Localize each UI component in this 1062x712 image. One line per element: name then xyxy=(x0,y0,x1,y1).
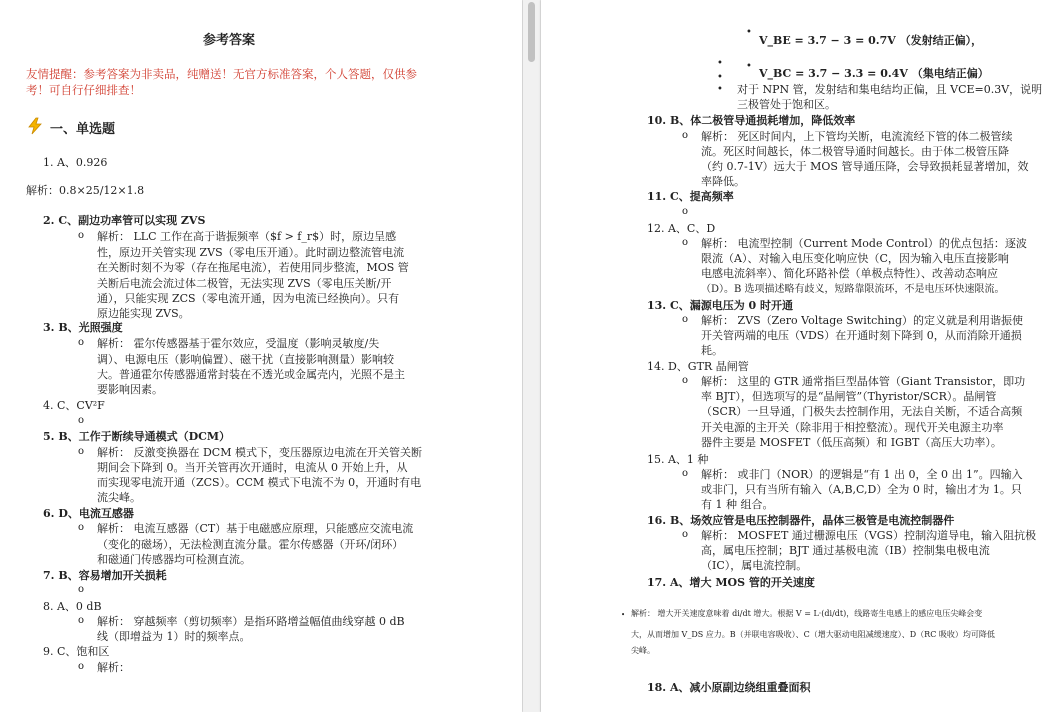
answer-q13: 13. C、漏源电压为 0 时开通 xyxy=(647,299,794,312)
answer-q12: 12. A、C、D xyxy=(647,222,716,235)
exp-q15-line: 或非门，只有当所有输入（A,B,C,D）全为 0 时，输出才为 1。只 xyxy=(701,483,1022,496)
explanation-q1: 解析：0.8×25/12×1.8 xyxy=(26,184,145,197)
exp-q10-line: 率降低。 xyxy=(701,175,745,188)
exp-q2-line: 关断后电流会流过体二极管，无法实现 ZVS（零电压关断/开 xyxy=(97,277,392,290)
answer-q18: 18. A、减小原副边绕组重叠面积 xyxy=(647,681,811,694)
exp-q6-line: 和磁通门传感器均可检测直流。 xyxy=(97,553,251,566)
bullet: o xyxy=(78,584,85,595)
bullet: o xyxy=(78,337,85,348)
exp-q15-line: 有 1 种 组合。 xyxy=(701,498,774,511)
exp-q2-line: 解析： LLC 工作在高于谐振频率（$f > f_r$）时，原边呈感 xyxy=(97,230,397,243)
exp-q5-line: 而实现零电流开通（ZCS）。CCM 模式下电流不为 0，开通时有电 xyxy=(97,476,422,489)
exp-q12-line: 电感电流斜率）、简化环路补偿（单极点特性）、改善动态响应 xyxy=(701,267,998,280)
exp-q13-line: 解析： ZVS（Zero Voltage Switching）的定义就是利用谐振使 xyxy=(701,314,1024,327)
bullet: o xyxy=(682,529,689,540)
exp-q2-line: 通），只能实现 ZCS（零电流开通，因为电流已经换向）。只有 xyxy=(97,292,400,305)
exp-q15-line: 解析： 或非门（NOR）的逻辑是“有 1 出 0，全 0 出 1”。四输入 xyxy=(701,468,1023,481)
bullet: • xyxy=(717,58,723,69)
answer-q10: 10. B、体二极管导通损耗增加，降低效率 xyxy=(647,114,856,127)
bullet: o xyxy=(682,375,689,386)
exp-q5-line: 解析： 反激变换器在 DCM 模式下，变压器原边电流在开关管关断 xyxy=(97,446,422,459)
exp-q10-line: （约 0.7-1V）远大于 MOS 管导通压降，会导致损耗显著增加，效 xyxy=(701,160,1029,173)
exp-q14-line: 器件主要是 MOSFET（低压高频）和 IGBT（高压大功率）。 xyxy=(701,436,1002,449)
exp-q2-line: 在关断时刻不为零（存在拖尾电流），若使用同步整流，MOS 管 xyxy=(97,261,409,274)
answer-q3: 3. B、光照强度 xyxy=(43,321,123,334)
exp-q12-line: 限流（A）、对输入电压变化响应快（C，因为输入电压直接影响 xyxy=(701,252,1009,265)
page-title: 参考答案 xyxy=(203,33,256,48)
answer-q16: 16. B、场效应管是电压控制器件，晶体三极管是电流控制器件 xyxy=(647,514,955,527)
exp-q14-line: 开关电源的主开关（除非用于相控整流）。现代开关电源主功率 xyxy=(701,421,1004,434)
exp-q13-line: 开关管两端的电压（VDS）在开通时刻下降到 0，从而消除开通损 xyxy=(701,329,1022,342)
exp-q6-line: （变化的磁场），无法检测直流分量。霍尔传感器（开环/闭环） xyxy=(97,538,404,551)
exp-q5-line: 流尖峰。 xyxy=(97,491,141,504)
npn-line: 对于 NPN 管，发射结和集电结均正偏，且 VCE=0.3V，说明 xyxy=(737,83,1043,96)
bullet: o xyxy=(682,130,689,141)
exp-q8-line: 线（即增益为 1）时的频率点。 xyxy=(97,630,251,643)
bullet: • xyxy=(717,84,723,95)
bullet: o xyxy=(78,446,85,457)
answer-q2: 2. C、副边功率管可以实现 ZVS xyxy=(43,214,206,227)
document-page-right xyxy=(541,0,1062,712)
bullet: o xyxy=(78,415,85,426)
bullet: • xyxy=(717,72,723,83)
exp-q5-line: 期间会下降到 0。当开关管再次开通时，电流从 0 开始上升，从 xyxy=(97,461,408,474)
answer-q1: 1. A、0.926 xyxy=(43,156,108,169)
exp-q3-line: 大。普通霍尔传感器通常封装在不透光或金属壳内，光照不是主 xyxy=(97,368,405,381)
warning-line-2: 考！可自行仔细排查！ xyxy=(26,83,141,97)
formula-vbe: V_BE = 3.7 − 3 = 0.7V （发射结正偏）， xyxy=(759,34,983,47)
warning-line-1: 友情提醒：参考答案为非卖品，纯赠送！无官方标准答案，个人答题，仅供参 xyxy=(26,67,417,81)
document-page-left xyxy=(0,0,522,712)
exp-q10-line: 流。死区时间越长，体二极管导通时间越长。由于体二极管压降 xyxy=(701,145,1009,158)
bullet: o xyxy=(682,206,689,217)
exp-q16-line: 解析： MOSFET 通过栅源电压（VGS）控制沟道导电，输入阻抗极 xyxy=(701,529,1037,542)
answer-q14: 14. D、GTR 晶闸管 xyxy=(647,360,749,373)
bullet: o xyxy=(682,468,689,479)
bullet: o xyxy=(78,661,85,672)
exp-q16-line: 高，属电压控制；BJT 通过基极电流（IB）控制集电极电流 xyxy=(701,544,990,557)
exp-q12-line: 解析： 电流型控制（Current Mode Control）的优点包括：逐波 xyxy=(701,237,1027,250)
exp-q3-line: 解析： 霍尔传感器基于霍尔效应，受温度（影响灵敏度/失 xyxy=(97,337,380,350)
bullet: o xyxy=(682,314,689,325)
exp-q17-line: 尖峰。 xyxy=(631,646,655,655)
exp-q14-line: （SCR）一旦导通，门极失去控制作用，无法自关断，不适合高频 xyxy=(701,405,1023,418)
lightning-icon xyxy=(26,117,44,139)
npn-line: 三极管处于饱和区。 xyxy=(737,98,836,111)
exp-q3-line: 要影响因素。 xyxy=(97,383,163,396)
answer-q17: 17. A、增大 MOS 管的开关速度 xyxy=(647,576,815,589)
bullet: • xyxy=(746,27,752,38)
exp-q8-line: 解析： 穿越频率（剪切频率）是指环路增益幅值曲线穿越 0 dB xyxy=(97,615,405,628)
bullet: o xyxy=(682,237,689,248)
answer-q9: 9. C、饱和区 xyxy=(43,645,110,658)
exp-q10-line: 解析： 死区时间内，上下管均关断，电流流经下管的体二极管续 xyxy=(701,130,1013,143)
section-title: 一、单选题 xyxy=(50,122,116,137)
exp-q14-line: 解析： 这里的 GTR 通常指巨型晶体管（Giant Transistor，即功 xyxy=(701,375,1026,388)
exp-q17-line: 解析： 增大开关速度意味着 di/dt 增大。根据 V = L·(di/dt)，线路寄生电感上的感应电压尖峰会变 xyxy=(631,609,983,618)
answer-q4: 4. C、CV²F xyxy=(43,399,105,412)
answer-q7: 7. B、容易增加开关损耗 xyxy=(43,569,167,582)
formula-vbc: V_BC = 3.7 − 3.3 = 0.4V （集电结正偏） xyxy=(759,67,989,80)
answer-q5: 5. B、工作于断续导通模式（DCM） xyxy=(43,430,231,443)
exp-q16-line: （IC），属电流控制。 xyxy=(701,559,808,572)
exp-q2-line: 原边能实现 ZVS。 xyxy=(97,307,190,320)
bullet: • xyxy=(746,61,752,72)
exp-q9: 解析： xyxy=(97,661,130,674)
answer-q8: 8. A、0 dB xyxy=(43,600,102,613)
exp-q17-line: 大，从而增加 V_DS 应力。B（并联电容吸收）、C（增大驱动电阻减缓速度）、D（RC 吸收）均可降低 xyxy=(631,630,995,639)
answer-q6: 6. D、电流互感器 xyxy=(43,507,134,520)
scrollbar-thumb[interactable] xyxy=(528,2,535,62)
scrollbar[interactable] xyxy=(523,0,540,712)
bullet: o xyxy=(78,522,85,533)
answer-q15: 15. A、1 种 xyxy=(647,453,709,466)
bullet: • xyxy=(621,611,626,619)
bullet: o xyxy=(78,615,85,626)
exp-q13-line: 耗。 xyxy=(701,344,723,357)
exp-q14-line: 率 BJT），但选项写的是“晶闸管”（Thyristor/SCR）。晶闸管 xyxy=(701,390,997,403)
exp-q3-line: 调）、电源电压（影响偏置）、磁干扰（直接影响测量）影响较 xyxy=(97,353,394,366)
bullet: o xyxy=(78,230,85,241)
exp-q12-line: （D）。B 选项描述略有歧义，短路靠限流环，不是电压环快速限流。 xyxy=(701,284,1005,295)
exp-q6-line: 解析： 电流互感器（CT）基于电磁感应原理，只能感应交流电流 xyxy=(97,522,414,535)
answer-q11: 11. C、提高频率 xyxy=(647,190,734,203)
exp-q2-line: 性，原边开关管实现 ZVS（零电压开通）。此时副边整流管电流 xyxy=(97,246,405,259)
